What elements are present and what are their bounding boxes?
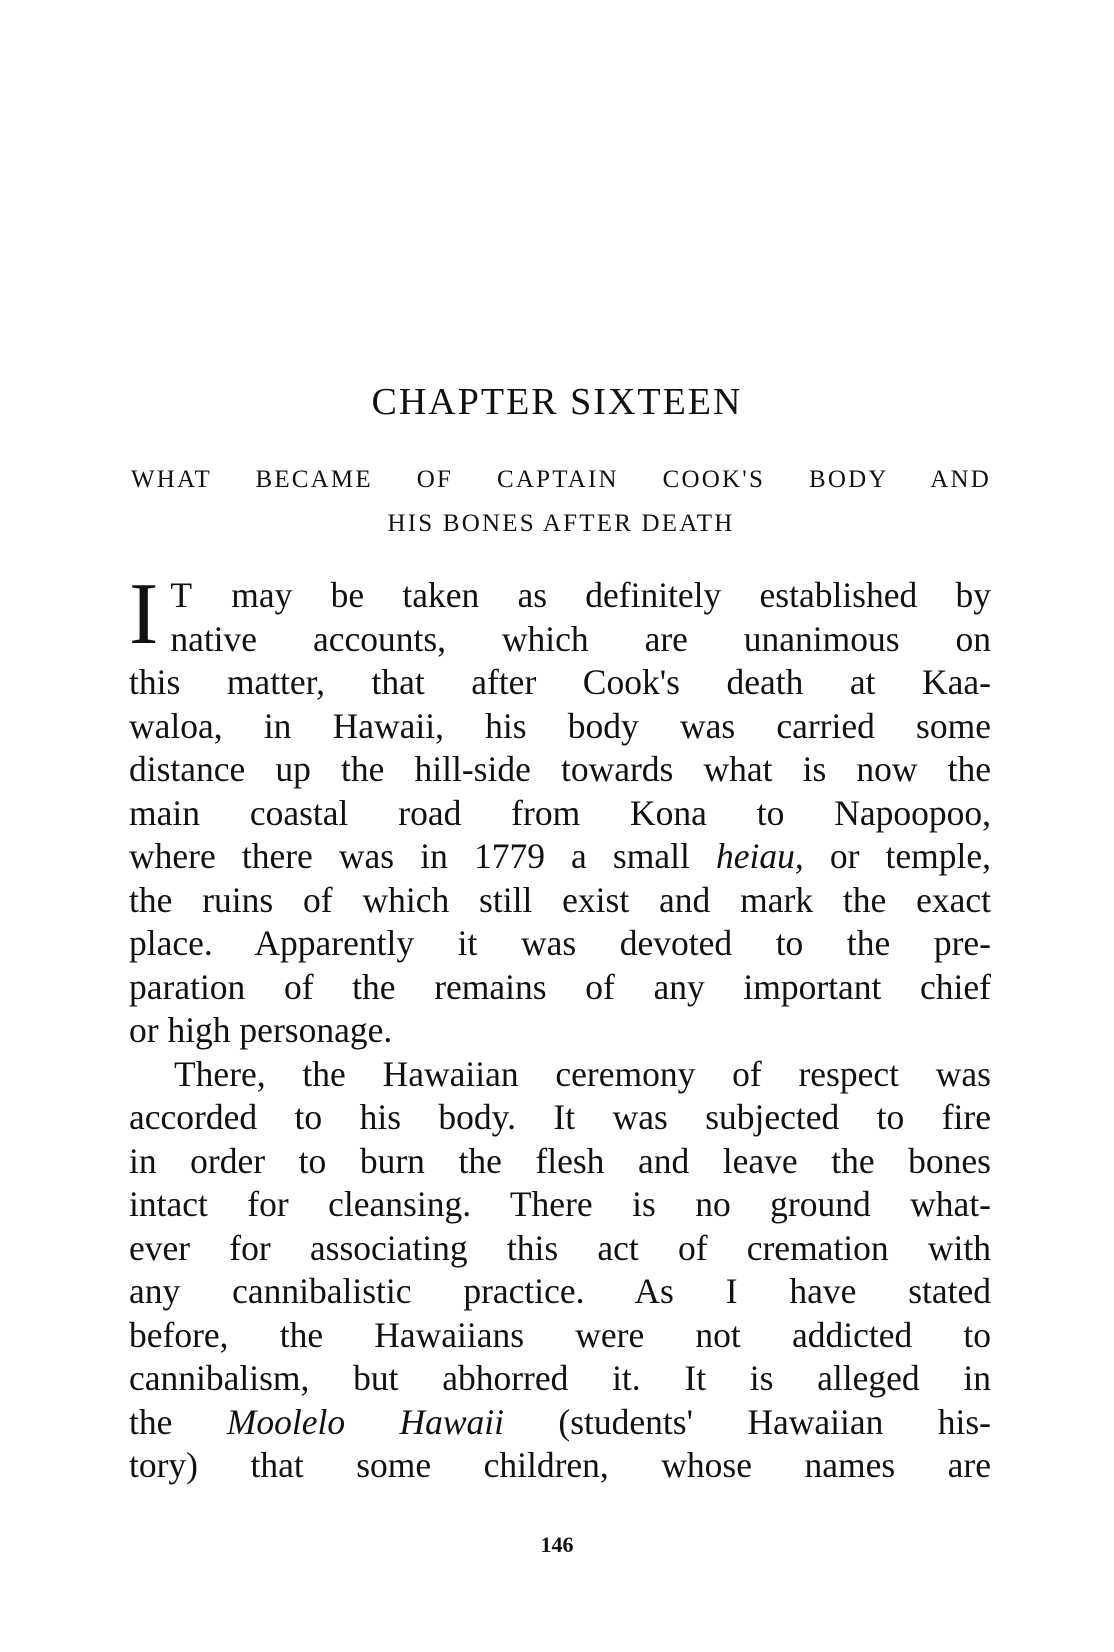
paragraph-1	[129, 566, 992, 1053]
text-line: place. Apparently it was devoted to the pre-	[129, 923, 991, 963]
text-line: intact for cleansing. There is no ground what-	[129, 1184, 991, 1224]
text-line: may be taken as definitely established by	[231, 575, 991, 615]
text-line: tory) that some children, whose names are	[129, 1445, 991, 1485]
chapter-title: CHAPTER SIXTEEN	[371, 381, 743, 423]
chapter-subtitle-line-2: HIS BONES AFTER DEATH	[387, 510, 735, 537]
text-line: or high personage.	[129, 1010, 393, 1050]
text-line: waloa, in Hawaii, his body was carried some	[129, 705, 991, 746]
text-line: There, the Hawaiian ceremony of respect was	[174, 1053, 991, 1094]
page-number: 146	[540, 1532, 574, 1557]
first-word-rest: T	[170, 575, 193, 615]
text-line: any cannibalistic practice. As I have stated	[129, 1271, 991, 1311]
text-line: main coastal road from Kona to Napoopoo,	[129, 792, 991, 833]
body-text	[129, 566, 992, 1488]
text-line: cannibalism, but abhorred it. It is alleged in	[129, 1358, 991, 1398]
text-line: native accounts, which are unanimous on	[170, 618, 991, 659]
text-line: accorded to his body. It was subjected to fire	[129, 1097, 991, 1137]
text-line: this matter, that after Cook's death at Kaa-	[129, 662, 991, 702]
text-line: the	[129, 1401, 173, 1442]
italic-title-moolelo-hawaii: Moolelo Hawaii	[226, 1401, 504, 1442]
chapter-subtitle-line-1: WHAT BECAME OF CAPTAIN COOK'S BODY AND	[131, 466, 991, 493]
paragraph-2	[129, 1053, 991, 1488]
text-line: or temple,	[829, 836, 992, 876]
text-line: (students' Hawaiian his-	[558, 1401, 992, 1442]
text-line: where there was in 1779 a small	[129, 836, 690, 876]
text-line: paration of the remains of any important chief	[129, 966, 991, 1007]
drop-cap: I	[129, 566, 159, 663]
text-line: in order to burn the flesh and leave the bones	[129, 1140, 991, 1181]
text-line: the ruins of which still exist and mark the exact	[129, 879, 991, 920]
text-line: ever for associating this act of cremation with	[129, 1227, 991, 1268]
text-line: distance up the hill-side towards what is now the	[129, 749, 991, 789]
italic-term-heiau: heiau,	[715, 836, 804, 876]
text-line: before, the Hawaiians were not addicted to	[129, 1314, 991, 1355]
